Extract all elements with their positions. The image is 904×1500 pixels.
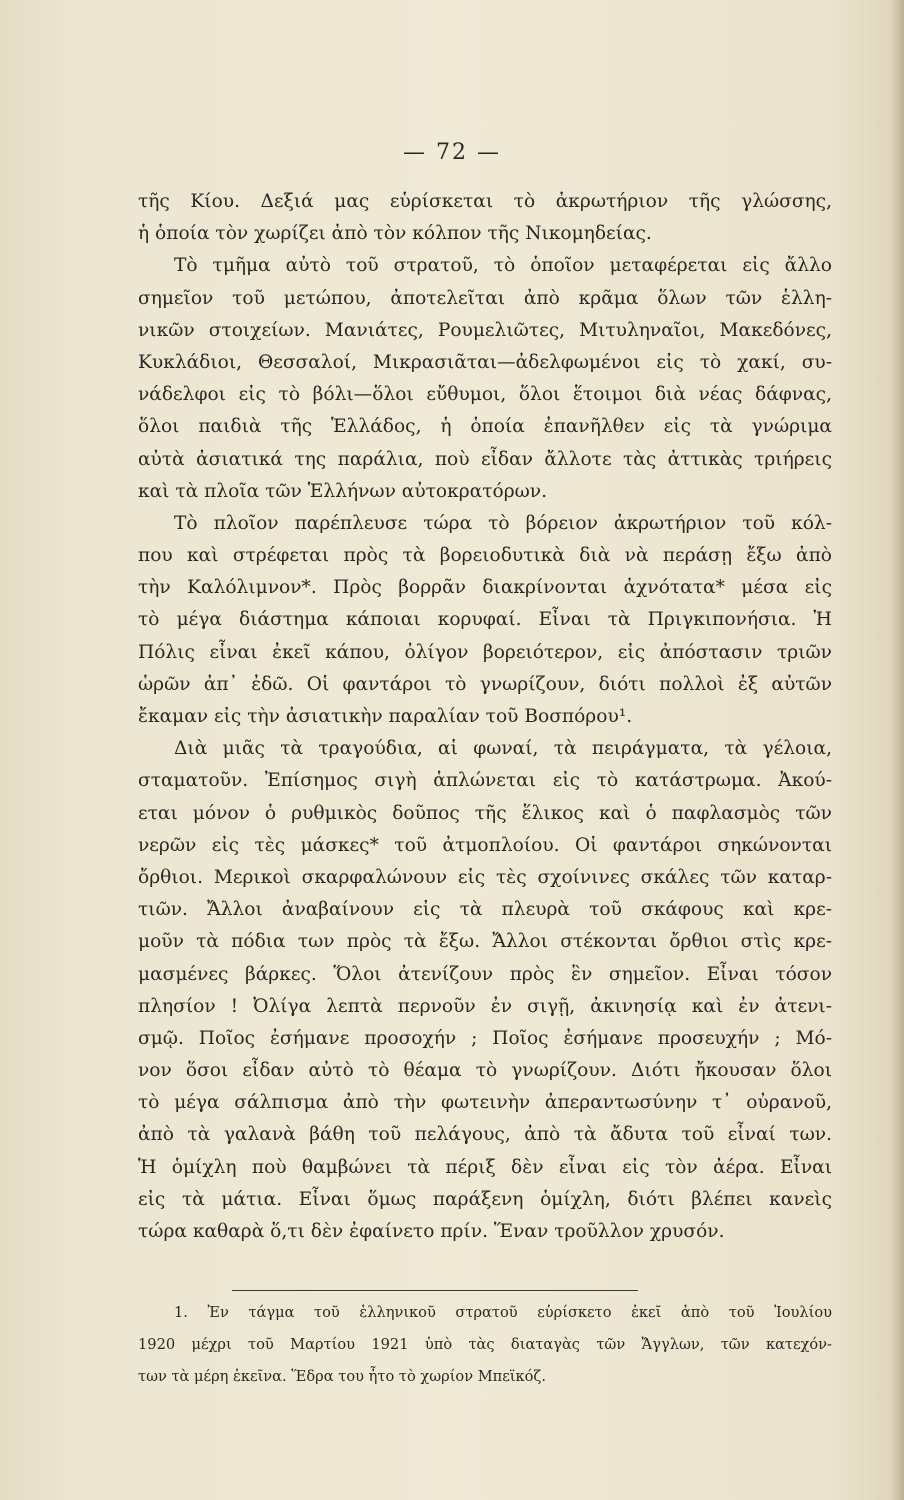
text-line: ἡ ὁποία τὸν χωρίζει ἀπὸ τὸν κόλπον τῆς Νικομηδείας. — [138, 223, 652, 245]
text-line: ἔκαμαν εἰς τὴν ἀσιατικὴν παραλίαν τοῦ Βοσπόρου¹. — [138, 706, 633, 727]
text-line: νάδελφοι εἰς τὸ βόλι—ὅλοι εὔθυμοι, ὅλοι ἕτοιμοι διὰ νέας δάφνας, — [138, 384, 832, 406]
text-line: τιῶν. Ἄλλοι ἀναβαίνουν εἰς τὰ πλευρὰ τοῦ σκάφους καὶ κρε- — [138, 899, 832, 921]
text-line: νον ὅσοι εἶδαν αὐτὸ τὸ θέαμα τὸ γνωρίζουν. Διότι ἤκουσαν ὅλοι — [138, 1060, 832, 1082]
page-number: — 72 — — [403, 140, 501, 165]
footnote-line: 1. Ἐν τάγμα τοῦ ἑλληνικοῦ στρατοῦ εὑρίσκετο ἐκεῖ ἀπὸ τοῦ Ἰουλίου — [174, 1304, 832, 1321]
text-line: σταματοῦν. Ἐπίσημος σιγὴ ἁπλώνεται εἰς τὸ κατάστρωμα. Ἀκού- — [138, 770, 832, 792]
text-line: σημεῖον τοῦ μετώπου, ἀποτελεῖται ἀπὸ κρᾶμα ὅλων τῶν ἑλλη- — [138, 287, 832, 309]
footnote-line: 1920 μέχρι τοῦ Μαρτίου 1921 ὑπὸ τὰς διαταγὰς τῶν Ἄγγλων, τῶν κατεχόν- — [138, 1336, 832, 1354]
text-line: τὸ μέγα σάλπισμα ἀπὸ τὴν φωτεινὴν ἀπεραντωσύνην τ᾽ οὐρανοῦ, — [138, 1092, 832, 1114]
text-line: νερῶν εἰς τὲς μάσκες* τοῦ ἀτμοπλοίου. Οἱ φαντάροι σηκώνονται — [138, 834, 832, 856]
text-line: τώρα καθαρὰ ὅ,τι δὲν ἐφαίνετο πρίν. Ἕναν τροῦλλον χρυσόν. — [138, 1221, 725, 1242]
text-line: Τὸ πλοῖον παρέπλευσε τώρα τὸ βόρειον ἀκρωτήριον τοῦ κόλ- — [174, 512, 832, 534]
text-line: τῆς Κίου. Δεξιά μας εὑρίσκεται τὸ ἀκρωτήριον τῆς γλώσσης, — [138, 191, 832, 212]
text-line: μασμένες βάρκες. Ὅλοι ἀτενίζουν πρὸς ἓν σημεῖον. Εἶναι τόσον — [138, 963, 832, 985]
text-line: σμῷ. Ποῖος ἐσήμανε προσοχήν ; Ποῖος ἐσήμανε προσευχήν ; Μό- — [138, 1027, 832, 1049]
text-line: τὴν Καλόλιμνον*. Πρὸς βορρᾶν διακρίνονται ἀχνότατα* μέσα εἰς — [138, 577, 832, 599]
footnote — [138, 1299, 832, 1396]
text-line: εἰς τὰ μάτια. Εἶναι ὅμως παράξενη ὁμίχλη, διότι βλέπει κανεὶς — [138, 1188, 832, 1210]
text-line: ὡρῶν ἀπ᾽ ἐδῶ. Οἱ φαντάροι τὸ γνωρίζουν, διότι πολλοὶ ἐξ αὐτῶν — [138, 673, 832, 695]
text-line: ἀπὸ τὰ γαλανὰ βάθη τοῦ πελάγους, ἀπὸ τὰ ἄδυτα τοῦ εἶναί των. — [138, 1124, 832, 1146]
text-line: εται μόνον ὁ ρυθμικὸς δοῦπος τῆς ἕλικος καὶ ὁ παφλασμὸς τῶν — [138, 802, 832, 824]
text-line: Πόλις εἶναι ἐκεῖ κάπου, ὀλίγον βορειότερον, εἰς ἀπόστασιν τριῶν — [138, 641, 832, 663]
page-edge-shadow — [890, 0, 904, 1500]
footnote-line: των τὰ μέρη ἐκεῖνα. Ἕδρα του ἦτο τὸ χωρίον Μπεϊκόζ. — [138, 1368, 546, 1386]
text-line: μοῦν τὰ πόδια των πρὸς τὰ ἔξω. Ἄλλοι στέκονται ὄρθιοι στὶς κρε- — [138, 931, 832, 953]
text-line: πλησίον ! Ὀλίγα λεπτὰ περνοῦν ἐν σιγῇ, ἀκινησίᾳ καὶ ἐν ἀτενι- — [138, 995, 832, 1017]
text-line: που καὶ στρέφεται πρὸς τὰ βορειοδυτικὰ διὰ νὰ περάσῃ ἔξω ἀπὸ — [138, 545, 832, 567]
text-line: Κυκλάδιοι, Θεσσαλοί, Μικρασιᾶται—ἀδελφωμένοι εἰς τὸ χακί, συ- — [138, 351, 832, 373]
text-line: καὶ τὰ πλοῖα τῶν Ἑλλήνων αὐτοκρατόρων. — [138, 480, 548, 502]
footnote-separator — [232, 1290, 638, 1291]
text-line: τὸ μέγα διάστημα κάποιαι κορυφαί. Εἶναι τὰ Πριγκιπονήσια. Ἡ — [138, 609, 832, 631]
text-line: Τὸ τμῆμα αὐτὸ τοῦ στρατοῦ, τὸ ὁποῖον μεταφέρεται εἰς ἄλλο — [174, 255, 832, 277]
text-line: αὐτὰ ἀσιατικά της παράλια, ποὺ εἶδαν ἄλλοτε τὰς ἀττικὰς τριήρεις — [138, 448, 832, 470]
text-line: ὅλοι παιδιὰ τῆς Ἑλλάδος, ἡ ὁποία ἐπανῆλθεν εἰς τὰ γνώριμα — [138, 416, 832, 438]
text-line: ὄρθιοι. Μερικοὶ σκαρφαλώνουν εἰς τὲς σχοίνινες σκάλες τῶν καταρ- — [138, 866, 832, 888]
text-line: Ἡ ὁμίχλη ποὺ θαμβώνει τὰ πέριξ δὲν εἶναι εἰς τὸν ἀέρα. Εἶναι — [138, 1156, 832, 1178]
text-line: νικῶν στοιχείων. Μανιάτες, Ρουμελιῶτες, Μιτυληναῖοι, Μακεδόνες, — [138, 319, 832, 341]
text-line: Διὰ μιᾶς τὰ τραγούδια, αἱ φωναί, τὰ πειράγματα, τὰ γέλοια, — [174, 738, 832, 760]
body-text — [138, 186, 832, 1248]
